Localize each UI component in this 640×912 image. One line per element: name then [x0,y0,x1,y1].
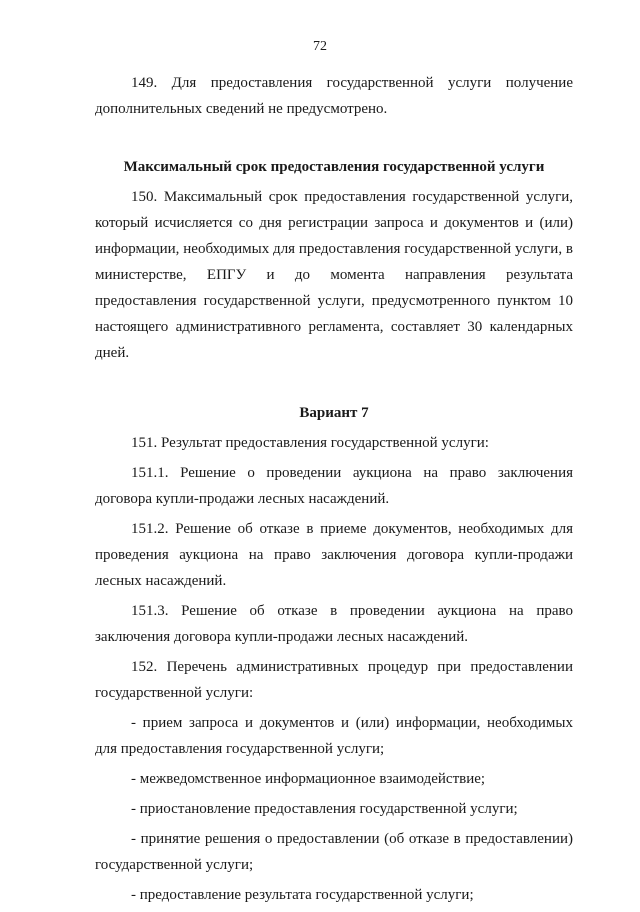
document-body [95,70,573,912]
paragraph-149: 149. Для предоставления государственной услуги получение дополнительных сведений не предусмотрено. [95,75,573,117]
section-heading-variant-7: Вариант 7 [299,405,369,421]
list-item-procedure-5: - предоставление результата государственной услуги; [131,887,474,903]
paragraph-151: 151. Результат предоставления государственной услуги: [131,435,489,451]
list-item-procedure-2: - межведомственное информационное взаимодействие; [131,771,486,787]
list-item-procedure-4: - принятие решения о предоставлении (об отказе в предоставлении) государственной услуги; [95,831,573,873]
section-heading-max-term: Максимальный срок предоставления государственной услуги [123,159,545,175]
list-item-procedure-1: - прием запроса и документов и (или) информации, необходимых для предоставления государственной услуги; [95,715,573,757]
paragraph-151-3: 151.3. Решение об отказе в проведении аукциона на право заключения договора купли-продажи лесных насаждений. [95,603,573,645]
page-number: 72 [313,39,327,54]
list-item-procedure-3: - приостановление предоставления государственной услуги; [131,801,518,817]
paragraph-151-1: 151.1. Решение о проведении аукциона на право заключения договора купли-продажи лесных насаждений. [95,465,573,507]
paragraph-152: 152. Перечень административных процедур при предоставлении государственной услуги: [95,659,573,701]
paragraph-150: 150. Максимальный срок предоставления государственной услуги, который исчисляется со дня регистрации запроса и документов и (или) информации, необходимых для предоставления государственной услуги, в министерстве, ЕПГУ и до момента направления результата предоставления государственной услуги, предусмотренного пунктом 10 настоящего административного регламента, составляет 30 календарных дней. [95,189,573,361]
paragraph-151-2: 151.2. Решение об отказе в приеме документов, необходимых для проведения аукциона на право заключения договора купли-продажи лесных насаждений. [95,521,573,589]
